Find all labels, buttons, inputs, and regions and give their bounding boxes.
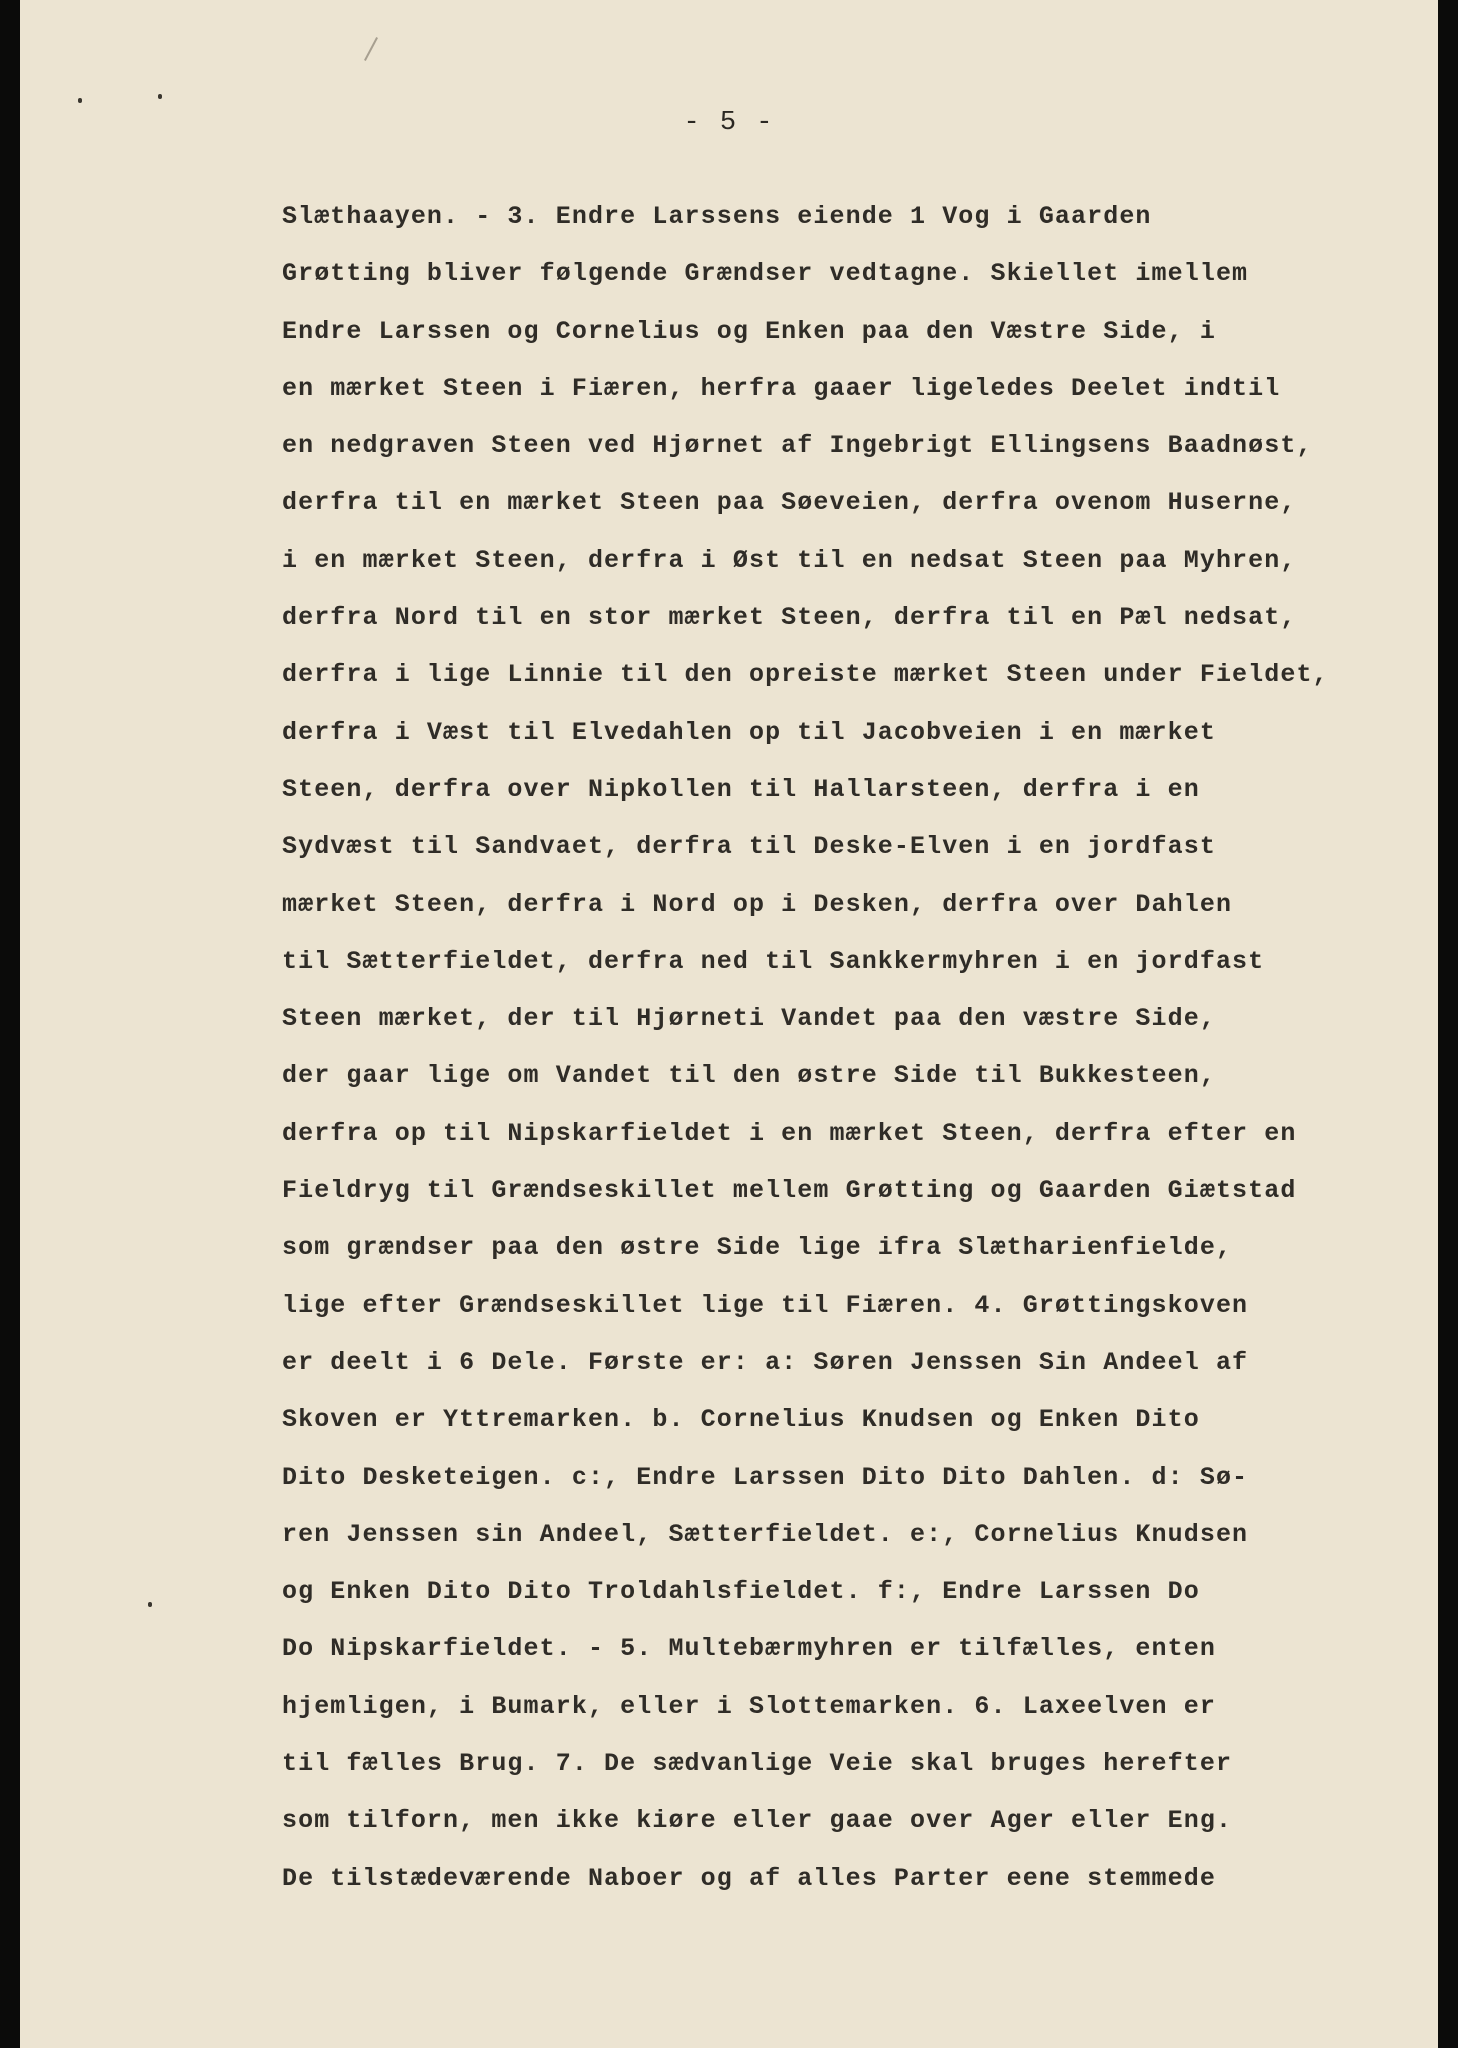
text-line: Skoven er Yttremarken. b. Cornelius Knudsen og Enken Dito xyxy=(282,1405,1200,1435)
text-line: hjemligen, i Bumark, eller i Slottemarken. 6. Laxeelven er xyxy=(282,1691,1216,1721)
page-number: - 5 - xyxy=(683,108,775,138)
document-page xyxy=(20,0,1438,2048)
text-line: Endre Larssen og Cornelius og Enken paa den Væstre Side, i xyxy=(282,316,1216,346)
ink-speck xyxy=(148,1602,152,1607)
typed-text-body xyxy=(282,188,1422,1907)
text-line: De tilstædeværende Naboer og af alles Parter eene stemmede xyxy=(282,1863,1216,1893)
text-line: i en mærket Steen, derfra i Øst til en nedsat Steen paa Myhren, xyxy=(282,545,1297,575)
text-line: lige efter Grændseskillet lige til Fiæren. 4. Grøttingskoven xyxy=(282,1290,1249,1320)
text-line: Steen, derfra over Nipkollen til Hallarsteen, derfra i en xyxy=(282,774,1200,804)
text-line: en nedgraven Steen ved Hjørnet af Ingebrigt Ellingsens Baadnøst, xyxy=(282,431,1313,461)
text-line: Do Nipskarfieldet. - 5. Multebærmyhren er tilfælles, enten xyxy=(282,1634,1216,1664)
text-line: derfra op til Nipskarfieldet i en mærket Steen, derfra efter en xyxy=(282,1118,1297,1148)
text-line: som tilforn, men ikke kiøre eller gaae over Ager eller Eng. xyxy=(282,1806,1233,1836)
text-line: til Sætterfieldet, derfra ned til Sankkermyhren i en jordfast xyxy=(282,946,1265,976)
text-line: er deelt i 6 Dele. Første er: a: Søren Jenssen Sin Andeel af xyxy=(282,1347,1249,1377)
text-line: ren Jenssen sin Andeel, Sætterfieldet. e:, Cornelius Knudsen xyxy=(282,1519,1249,1549)
text-line: der gaar lige om Vandet til den østre Side til Bukkesteen, xyxy=(282,1061,1216,1091)
text-line: Fieldryg til Grændseskillet mellem Grøtting og Gaarden Giætstad xyxy=(282,1176,1297,1206)
text-line: derfra Nord til en stor mærket Steen, derfra til en Pæl nedsat, xyxy=(282,603,1297,633)
text-line: en mærket Steen i Fiæren, herfra gaaer ligeledes Deelet indtil xyxy=(282,373,1281,403)
text-line: til fælles Brug. 7. De sædvanlige Veie skal bruges herefter xyxy=(282,1749,1233,1779)
text-line: Dito Desketeigen. c:, Endre Larssen Dito Dito Dahlen. d: Sø- xyxy=(282,1462,1249,1492)
text-line: derfra i Væst til Elvedahlen op til Jacobveien i en mærket xyxy=(282,717,1216,747)
text-line: og Enken Dito Dito Troldahlsfieldet. f:, Endre Larssen Do xyxy=(282,1577,1200,1607)
text-line: mærket Steen, derfra i Nord op i Desken, derfra over Dahlen xyxy=(282,889,1233,919)
text-line: som grændser paa den østre Side lige ifra Slætharienfielde, xyxy=(282,1233,1233,1263)
pencil-mark xyxy=(364,37,378,61)
ink-speck xyxy=(78,98,82,103)
text-line: Grøtting bliver følgende Grændser vedtagne. Skiellet imellem xyxy=(282,259,1249,289)
ink-speck xyxy=(158,94,162,99)
text-line: derfra til en mærket Steen paa Søeveien, derfra ovenom Huserne, xyxy=(282,488,1297,518)
text-line: Sydvæst til Sandvaet, derfra til Deske-Elven i en jordfast xyxy=(282,832,1216,862)
text-line: Steen mærket, der til Hjørneti Vandet paa den væstre Side, xyxy=(282,1004,1216,1034)
text-line: Slæthaayen. - 3. Endre Larssens eiende 1 Vog i Gaarden xyxy=(282,202,1152,231)
text-line: derfra i lige Linnie til den opreiste mærket Steen under Fieldet, xyxy=(282,660,1329,690)
